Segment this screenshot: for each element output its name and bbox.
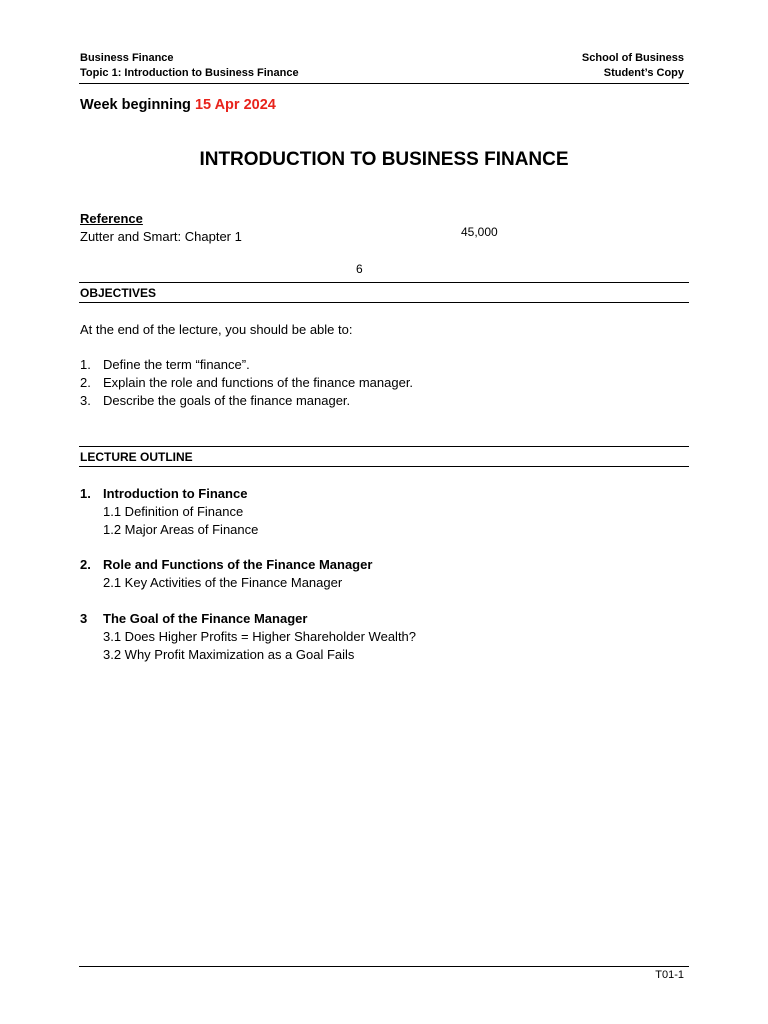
stray-amount: 45,000 [461,225,498,239]
objective-number: 3. [80,393,91,408]
outline-heading: LECTURE OUTLINE [80,450,193,464]
outline-subitem: 1.2 Major Areas of Finance [103,522,259,537]
outline-subitem: 3.1 Does Higher Profits = Higher Shareholder Wealth? [103,629,417,644]
week-date: 15 Apr 2024 [194,97,276,113]
course-name: Business Finance [80,52,174,64]
outline-section-title [80,556,680,574]
footer-rule [79,966,689,967]
page-title: INTRODUCTION TO BUSINESS FINANCE [199,149,569,170]
week-label: Week beginning [80,97,191,113]
outline-subitem: 2.1 Key Activities of the Finance Manager [103,575,343,590]
objective-text: Define the term “finance”. [103,357,250,372]
objective-number: 1. [80,357,91,372]
outline-section-2 [80,556,680,592]
outline-section-title [80,610,680,628]
outline-rule-bottom [79,466,689,467]
stray-number: 6 [356,262,363,276]
week-line [80,97,276,113]
outline-section-label: Introduction to Finance [103,486,248,501]
objectives-intro: At the end of the lecture, you should be able to: [80,322,353,337]
reference-heading: Reference [80,211,143,226]
header-right [582,51,684,81]
objectives-list [80,356,680,410]
reference-text: Zutter and Smart: Chapter 1 [80,229,242,244]
objectives-rule-bottom [79,302,689,303]
header-left [80,51,299,81]
page-number: T01-1 [655,969,684,981]
school-name: School of Business [581,52,684,64]
objective-number: 2. [80,375,91,390]
header-rule [79,83,689,84]
outline-section-label: Role and Functions of the Finance Manager [103,557,373,572]
objectives-rule-top [79,282,689,283]
objective-item [80,392,680,410]
outline-subitem: 3.2 Why Profit Maximization as a Goal Fails [103,647,355,662]
outline-section-number: 3 [80,611,88,626]
outline-section-title [80,485,680,503]
objective-item [80,374,680,392]
outline-section-1 [80,485,680,539]
outline-rule-top [79,446,689,447]
outline-subitem: 1.1 Definition of Finance [103,504,244,519]
topic-name: Topic 1: Introduction to Business Finance [80,67,299,79]
objective-text: Describe the goals of the finance manager. [103,393,351,408]
outline-section-number: 1. [80,486,91,501]
outline-section-label: The Goal of the Finance Manager [103,611,308,626]
objective-text: Explain the role and functions of the finance manager. [103,375,414,390]
objectives-heading: OBJECTIVES [80,286,157,300]
copy-type: Student’s Copy [603,67,684,79]
objective-item [80,356,680,374]
outline-section-number: 2. [80,557,91,572]
outline-section-3 [80,610,680,664]
